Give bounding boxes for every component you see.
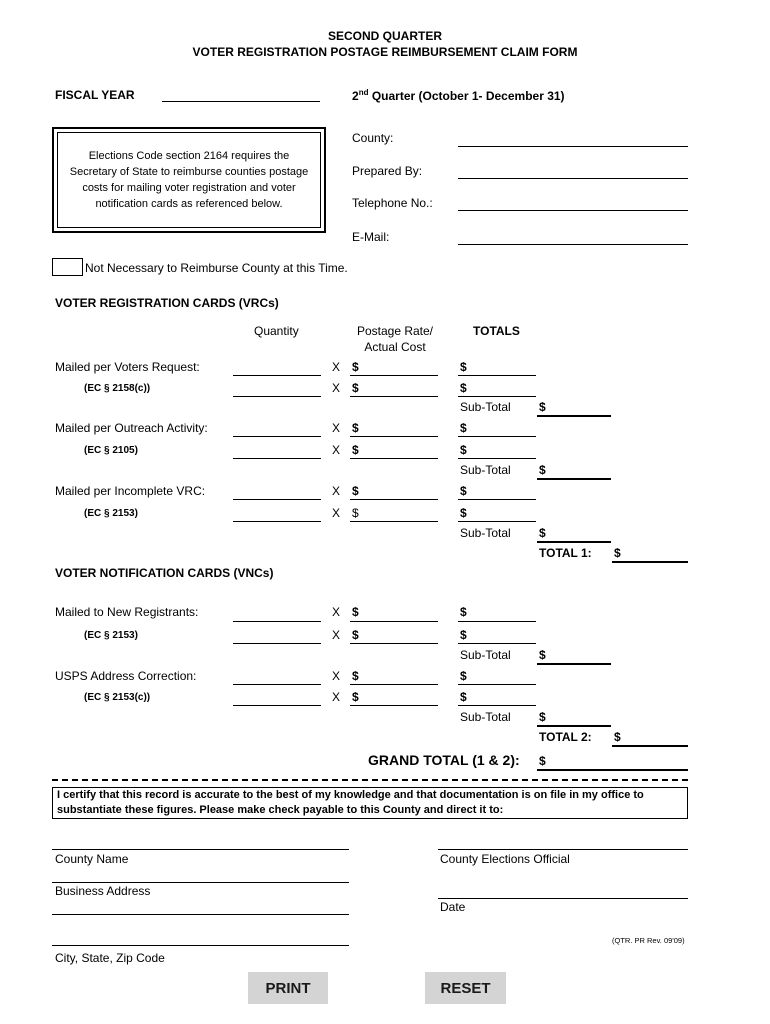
quantity-column-header: Quantity (254, 324, 299, 338)
dollar-sign: $ (539, 648, 546, 662)
dollar-sign: $ (460, 605, 467, 619)
dollar-sign: $ (539, 400, 546, 414)
total-field[interactable] (458, 689, 536, 706)
vrc-row-label: Mailed per Incomplete VRC: (55, 484, 206, 498)
subtotal-label: Sub-Total (460, 710, 511, 724)
dollar-sign: $ (460, 669, 467, 683)
dollar-sign: $ (352, 605, 359, 619)
dollar-sign: $ (539, 754, 546, 768)
date-field[interactable] (438, 882, 688, 899)
vrc-row-ec: (EC § 2158(c)) (84, 383, 151, 394)
vrc-heading: VOTER REGISTRATION CARDS (VRCs) (55, 296, 279, 310)
not-necessary-label: Not Necessary to Reimburse County at this Time. (85, 261, 348, 275)
notice-text: Elections Code section 2164 requires the Secretary of State to reimburse counties postage costs for mailing voter registration and voter notification cards as referenced below. (57, 132, 321, 228)
quantity-field[interactable] (233, 483, 321, 500)
total-field[interactable] (458, 483, 536, 500)
dollar-sign: $ (460, 690, 467, 704)
subtotal-label: Sub-Total (460, 463, 511, 477)
not-necessary-checkbox[interactable] (52, 258, 83, 276)
multiply-sign: X (332, 605, 341, 619)
dollar-sign: $ (352, 669, 359, 683)
subtotal-label: Sub-Total (460, 648, 511, 662)
dollar-sign: $ (352, 421, 359, 435)
total-1-field[interactable] (612, 545, 688, 563)
dollar-sign: $ (614, 730, 621, 744)
vrc-row-ec: (EC § 2153) (84, 508, 138, 519)
actual-cost-header: Actual Cost (364, 340, 426, 354)
multiply-sign: X (332, 381, 341, 395)
subtotal-field[interactable] (537, 399, 611, 417)
subtotal-label: Sub-Total (460, 526, 511, 540)
section-divider (52, 779, 688, 781)
postage-rate-field[interactable] (350, 689, 438, 706)
vnc-row-ec: (EC § 2153(c)) (84, 692, 151, 703)
total-1-label: TOTAL 1: (539, 546, 592, 560)
postage-rate-field[interactable] (350, 442, 438, 459)
dollar-sign: $ (460, 360, 467, 374)
subtotal-field[interactable] (537, 647, 611, 665)
subtotal-field[interactable] (537, 462, 611, 480)
total-2-label: TOTAL 2: (539, 730, 592, 744)
vrc-row-label: Mailed per Voters Request: (55, 360, 200, 374)
multiply-sign: X (332, 421, 341, 435)
dollar-sign: $ (460, 628, 467, 642)
grand-total-field[interactable] (537, 753, 688, 771)
postage-rate-field[interactable] (350, 627, 438, 644)
dollar-sign: $ (539, 463, 546, 477)
revision-note: (QTR. PR Rev. 09'09) (612, 936, 685, 945)
postage-rate-field[interactable] (350, 483, 438, 500)
subtotal-field[interactable] (537, 525, 611, 543)
telephone-label: Telephone No.: (352, 196, 433, 210)
quantity-field[interactable] (233, 442, 321, 459)
total-field[interactable] (458, 380, 536, 397)
vnc-row-label: Mailed to New Registrants: (55, 605, 199, 619)
vrc-row-ec: (EC § 2105) (84, 445, 138, 456)
vnc-row-ec: (EC § 2153) (84, 630, 138, 641)
postage-rate-field[interactable] (350, 668, 438, 685)
quantity-field[interactable] (233, 689, 321, 706)
quarter-suffix: nd (358, 88, 369, 97)
dollar-sign: $ (352, 484, 359, 498)
dollar-sign: $ (614, 546, 621, 560)
vnc-heading: VOTER NOTIFICATION CARDS (VNCs) (55, 566, 274, 580)
dollar-sign: $ (539, 526, 546, 540)
dollar-sign: $ (352, 506, 359, 520)
quantity-field[interactable] (233, 420, 321, 437)
postage-rate-field[interactable] (350, 605, 438, 622)
total-field[interactable] (458, 627, 536, 644)
dollar-sign: $ (539, 710, 546, 724)
total-field[interactable] (458, 420, 536, 437)
total-field[interactable] (458, 359, 536, 376)
postage-rate-field[interactable] (350, 420, 438, 437)
dollar-sign: $ (460, 484, 467, 498)
quantity-field[interactable] (233, 605, 321, 622)
dollar-sign: $ (460, 443, 467, 457)
quantity-field[interactable] (233, 627, 321, 644)
quarter-label (352, 88, 565, 103)
totals-column-header: TOTALS (473, 324, 520, 338)
form-title-line2: VOTER REGISTRATION POSTAGE REIMBURSEMENT CLAIM FORM (192, 45, 578, 59)
postage-rate-field[interactable] (350, 380, 438, 397)
county-field[interactable] (458, 130, 688, 147)
dollar-sign: $ (352, 690, 359, 704)
postage-rate-header: Postage Rate/ (356, 324, 434, 338)
dollar-sign: $ (352, 381, 359, 395)
county-name-field[interactable] (52, 833, 349, 850)
form-title-line1: SECOND QUARTER (327, 29, 442, 43)
county-official-field[interactable] (438, 833, 688, 850)
prepared-by-field[interactable] (458, 162, 688, 179)
certification-box: I certify that this record is accurate to the best of my knowledge and that documentation is on file in my office to substantiate these figures. Please make check payable to this County and direct it to: (52, 787, 688, 819)
quarter-range: Quarter (October 1- December 31) (371, 89, 565, 103)
vnc-row-label: USPS Address Correction: (55, 669, 197, 683)
notice-box (52, 127, 326, 233)
multiply-sign: X (332, 443, 341, 457)
subtotal-field[interactable] (537, 709, 611, 727)
total-field[interactable] (458, 442, 536, 459)
dollar-sign: $ (352, 628, 359, 642)
dollar-sign: $ (352, 443, 359, 457)
dollar-sign: $ (460, 506, 467, 520)
multiply-sign: X (332, 360, 341, 374)
business-address-field-1[interactable] (52, 866, 349, 883)
fiscal-year-field[interactable] (162, 85, 320, 102)
email-field[interactable] (458, 228, 688, 245)
business-address-label: Business Address (55, 884, 151, 898)
multiply-sign: X (332, 484, 341, 498)
multiply-sign: X (332, 669, 341, 683)
city-state-zip-field[interactable] (52, 929, 349, 946)
total-field[interactable] (458, 668, 536, 685)
postage-rate-field[interactable] (350, 359, 438, 376)
total-field[interactable] (458, 605, 536, 622)
prepared-by-label: Prepared By: (352, 164, 423, 178)
dollar-sign: $ (460, 421, 467, 435)
dollar-sign: $ (460, 381, 467, 395)
fiscal-year-label: FISCAL YEAR (55, 88, 135, 102)
multiply-sign: X (332, 690, 341, 704)
total-field[interactable] (458, 505, 536, 522)
quarter-number: 2 (352, 89, 359, 103)
quantity-field[interactable] (233, 359, 321, 376)
city-state-zip-label: City, State, Zip Code (55, 951, 165, 965)
quantity-field[interactable] (233, 380, 321, 397)
county-name-label: County Name (55, 852, 129, 866)
multiply-sign: X (332, 506, 341, 520)
date-label: Date (440, 900, 466, 914)
multiply-sign: X (332, 628, 341, 642)
email-label: E-Mail: (352, 230, 390, 244)
telephone-field[interactable] (458, 194, 688, 211)
reset-button[interactable]: RESET (425, 972, 506, 1004)
grand-total-label: GRAND TOTAL (1 & 2): (368, 752, 520, 768)
total-2-field[interactable] (612, 729, 688, 747)
subtotal-label: Sub-Total (460, 400, 511, 414)
county-official-label: County Elections Official (440, 852, 570, 866)
county-label: County: (352, 131, 394, 145)
quantity-field[interactable] (233, 668, 321, 685)
vrc-row-label: Mailed per Outreach Activity: (55, 421, 208, 435)
dollar-sign: $ (352, 360, 359, 374)
quantity-field[interactable] (233, 505, 321, 522)
postage-rate-field[interactable] (350, 505, 438, 522)
print-button[interactable]: PRINT (248, 972, 328, 1004)
business-address-field-2[interactable] (52, 898, 349, 915)
